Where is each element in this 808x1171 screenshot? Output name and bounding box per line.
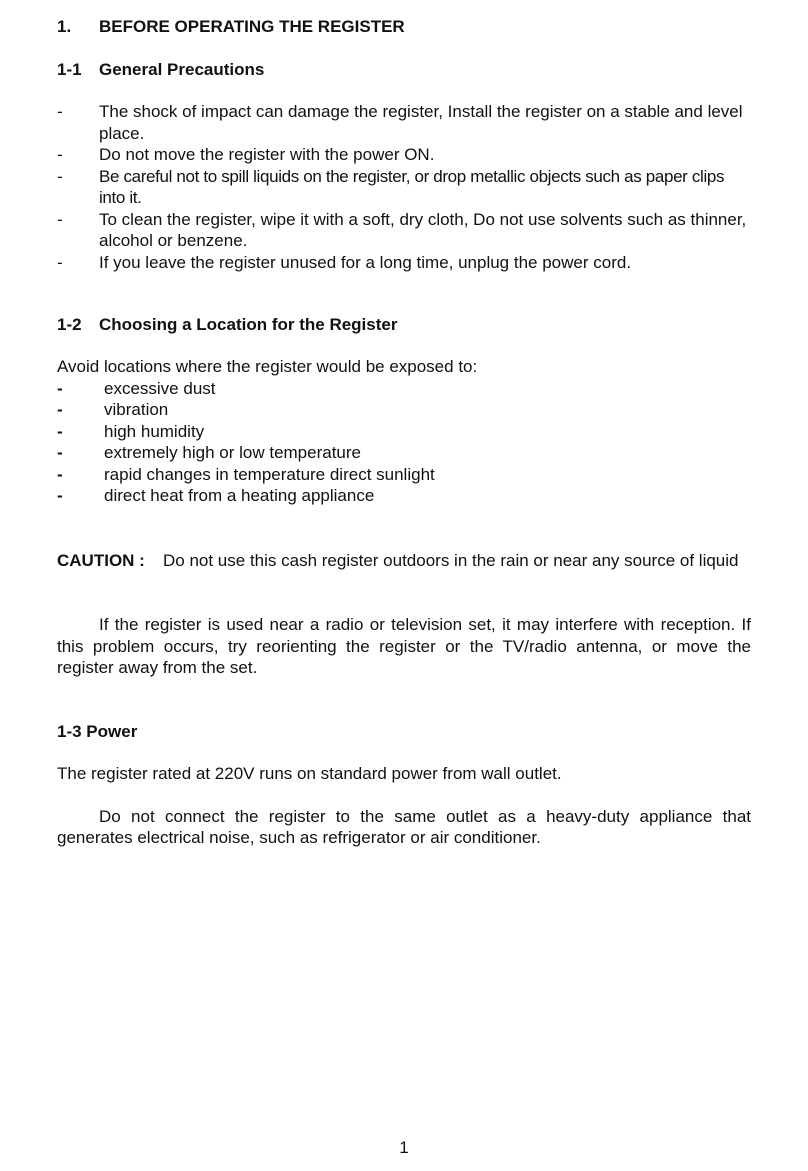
list-item — [57, 209, 751, 252]
caution-note — [57, 550, 751, 572]
location-intro: Avoid locations where the register would be exposed to: — [57, 357, 478, 376]
document-page — [57, 16, 751, 849]
bullet-dash: - — [57, 464, 63, 484]
location-list — [57, 378, 751, 507]
caution-label: CAUTION : — [57, 550, 145, 570]
page-number: 1 — [399, 1138, 409, 1157]
section-1-2-heading — [57, 314, 751, 336]
list-item — [57, 252, 751, 274]
bullet-dash: - — [57, 486, 63, 505]
section-1-1-title: General Precautions — [99, 60, 265, 79]
precautions-list — [57, 101, 751, 273]
power-paragraph-2: Do not connect the register to the same outlet as a heavy-duty appliance that generates electrical noise, such as refrigerator or air conditioner. — [57, 806, 751, 847]
list-item-text: Do not move the register with the power ON. — [99, 145, 435, 164]
caution-text: Do not use this cash register outdoors in the rain or near any source of liquid — [163, 550, 739, 570]
list-item-text: To clean the register, wipe it with a soft, dry cloth, Do not use solvents such as thinner, alcohol or benzene. — [99, 209, 747, 250]
power-paragraph-1: The register rated at 220V runs on standard power from wall outlet. — [57, 764, 562, 783]
list-item-text: rapid changes in temperature direct sunlight — [104, 464, 435, 484]
bullet-dash: - — [57, 166, 63, 186]
interference-paragraph: If the register is used near a radio or television set, it may interfere with reception. If this problem occurs, try reorienting the register or the TV/radio antenna, or move the register away from the set. — [57, 615, 751, 677]
list-item — [57, 101, 751, 144]
list-item-text: direct heat from a heating appliance — [104, 486, 375, 505]
section-1-title: BEFORE OPERATING THE REGISTER — [99, 17, 405, 36]
list-item — [57, 166, 751, 209]
list-item — [57, 378, 751, 400]
bullet-dash: - — [57, 443, 63, 462]
section-1-1-heading — [57, 59, 751, 81]
list-item-text: vibration — [104, 400, 169, 419]
list-item — [57, 399, 751, 421]
bullet-dash: - — [57, 145, 63, 164]
section-1-1-number: 1-1 — [57, 60, 82, 79]
bullet-dash: - — [57, 252, 63, 272]
list-item-text: high humidity — [104, 421, 205, 441]
list-item-text: extremely high or low temperature — [104, 443, 362, 462]
section-1-2-title: Choosing a Location for the Register — [99, 315, 398, 334]
bullet-dash: - — [57, 400, 63, 419]
bullet-dash: - — [57, 421, 63, 441]
list-item — [57, 485, 751, 507]
list-item-text: Be careful not to spill liquids on the register, or drop metallic objects such as paper clips into it. — [99, 166, 725, 207]
list-item — [57, 421, 751, 443]
section-1-heading — [57, 16, 751, 38]
list-item — [57, 442, 751, 464]
bullet-dash: - — [57, 209, 63, 229]
bullet-dash: - — [57, 378, 63, 398]
bullet-dash: - — [57, 102, 63, 121]
list-item — [57, 464, 751, 486]
list-item — [57, 144, 751, 166]
section-1-3-heading: 1-3 Power — [57, 721, 138, 741]
section-1-number: 1. — [57, 17, 72, 36]
list-item-text: If you leave the register unused for a long time, unplug the power cord. — [99, 252, 632, 272]
list-item-text: excessive dust — [104, 378, 216, 398]
section-1-2-number: 1-2 — [57, 315, 82, 334]
list-item-text: The shock of impact can damage the register, Install the register on a stable and level place. — [99, 102, 743, 143]
